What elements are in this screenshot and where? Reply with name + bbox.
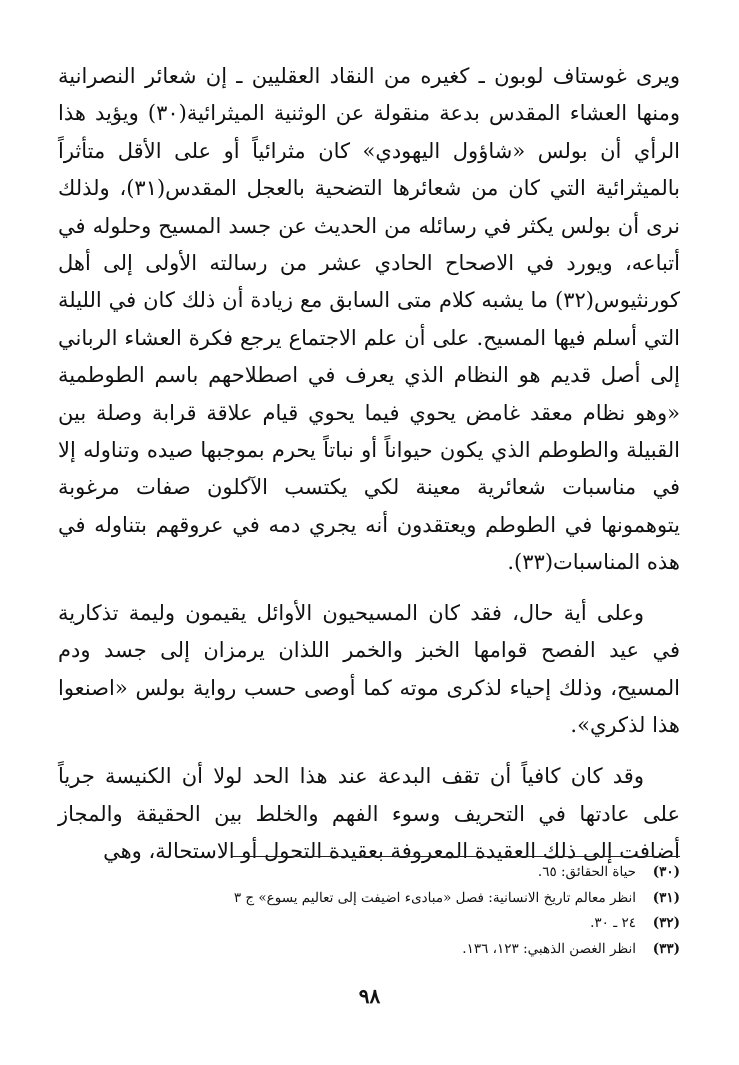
footnote-number: (٣٠) — [652, 864, 680, 880]
paragraph-line: جرياً على عادتها في التحريف وسوء الفهم والخلط بين الحقيقة والمجاز — [58, 764, 680, 826]
paragraph-line: أنه يجري دمه في عروقهم بتناوله في هذه المناسبات(٣٣). — [58, 512, 680, 575]
paragraph-line: ويرى غوستاف لوبون ـ كغيره من النقاد العقليين ـ إن شعائر — [144, 64, 680, 88]
paragraph-line: حيواناً أو نباتاً يحرم بموجبها صيده وتناوله إلا في مناسبات شعائرية معينة — [58, 438, 680, 500]
footnote-32 — [58, 911, 680, 937]
footnote-divider — [232, 856, 680, 857]
paragraph-line: جسد المسيح وحلوله في أتباعه، ويورد في الاصحاح الحادي عشر من — [58, 213, 680, 276]
paragraph-line: وقد كان كافياً أن تقف البدعة عند هذا الحد لولا أن الكنيسة — [105, 764, 644, 789]
footnote-number: (٣٢) — [652, 915, 680, 931]
footnote-text: حياة الحقائق: ٦٥. — [537, 864, 636, 880]
footnote-text: ٢٤ ـ ٣٠. — [590, 915, 636, 931]
paragraph-line: فيما يحوي قيام علاقة قرابة وصلة بين القبيلة والطوطم الذي يكون — [58, 400, 681, 463]
paragraph-1 — [58, 58, 680, 582]
paragraph-line: وعلى أية حال، فقد كان المسيحيون الأوائل يقيمون وليمة — [128, 600, 644, 625]
paragraph-line: النصرانية ومنها العشاء المقدس بدعة منقولة عن الوثنية الميثرائية(٣٠) — [58, 64, 681, 126]
footnote-33 — [58, 937, 680, 963]
paragraph-line: يعرف في اصطلاحهم باسم الطوطمية «وهو نظام معقد غامض يحوي — [58, 363, 680, 425]
paragraph-line: رسالته الأولى إلى أهل كورنثيوس(٣٢) ما يشبه كلام متى السابق مع — [58, 251, 680, 313]
paragraph-line: ويؤيد هذا الرأي أن بولس «شاؤول اليهودي» كان مثرائياً أو على — [58, 101, 680, 163]
paragraph-line: الاجتماع يرجع فكرة العشاء الرباني إلى أصل قديم هو النظام الذي — [58, 325, 680, 388]
footnote-text: انظر الغصن الذهبي: ١٢٣، ١٣٦. — [462, 940, 636, 957]
footnote-text: انظر معالم تاريخ الانسانية: فصل «مبادىء اضيفت إلى تعاليم يسوع» ج ٣ — [233, 889, 636, 906]
paragraph-line: المقدس(٣١)، ولذلك نرى أن بولس يكثر في رسائله من الحديث عن — [58, 176, 680, 238]
paragraph-3 — [58, 758, 680, 870]
paragraph-line: تذكارية في عيد الفصح قوامها الخبز والخمر اللذان يرمزان إلى جسد — [58, 600, 680, 663]
footnote-31 — [58, 886, 680, 912]
paragraph-line: لكي يكتسب الآكلون صفات مرغوبة يتوهمونها في الطوطم ويعتقدون — [58, 475, 680, 537]
paragraph-2 — [58, 595, 680, 745]
paragraph-line: «اصنعوا هذا لذكري». — [58, 675, 680, 737]
paragraph-line: أضافت إلى ذلك العقيدة المعروفة بعقيدة التحول أو الاستحالة، وهي — [103, 839, 680, 864]
paragraph-line: ودم المسيح، وذلك إحياء لذكرى موته كما أوصى حسب رواية بولس — [58, 638, 680, 700]
paragraph-line: الأقل متأثراً بالميثرائية التي كان من شعائرها التضحية بالعجل — [58, 138, 680, 201]
page-number: ٩٨ — [358, 984, 381, 1008]
footnote-number: (٣٣) — [652, 940, 680, 957]
paragraph-line: زيادة أن ذلك كان في الليلة التي أسلم فيها المسيح. على أن علم — [58, 288, 680, 350]
footnote-number: (٣١) — [652, 889, 680, 906]
footnotes — [58, 860, 680, 962]
footnote-30 — [58, 860, 680, 886]
main-text — [58, 58, 680, 871]
